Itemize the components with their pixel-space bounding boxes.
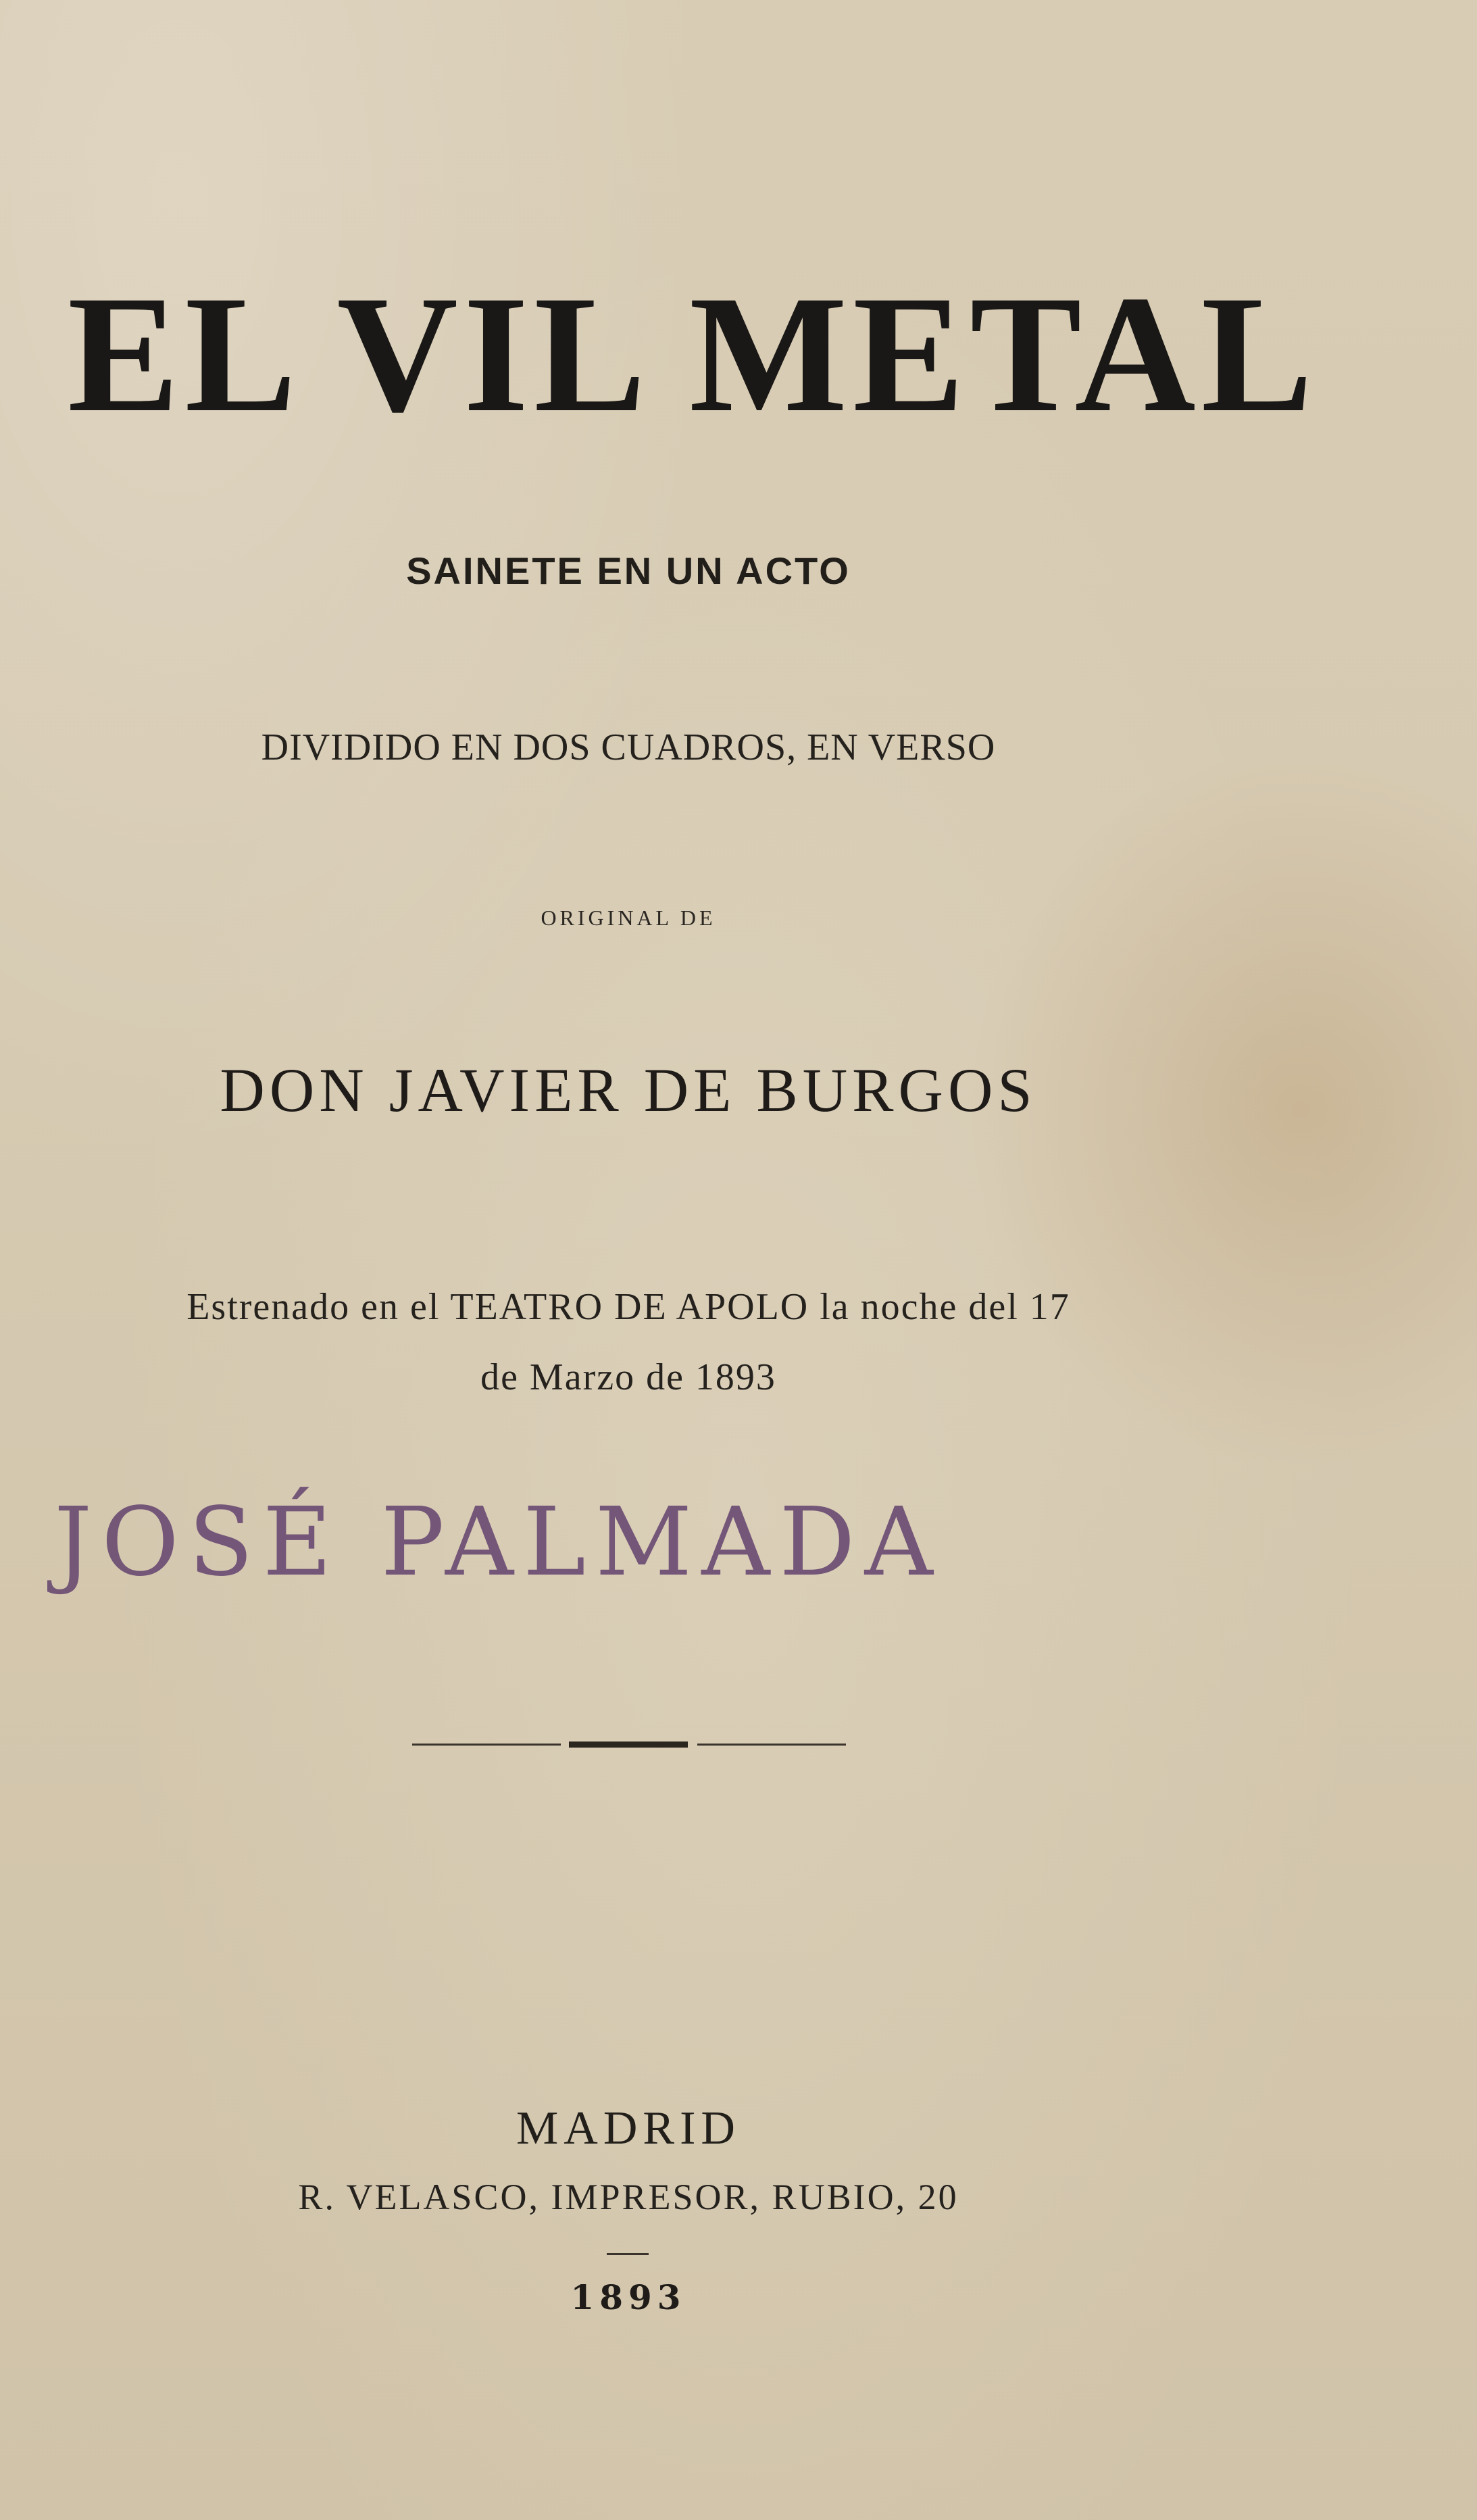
owner-stamp — [47, 1487, 1331, 1608]
premiere-line-2: de Marzo de 1893 — [480, 1356, 776, 1398]
book-title: EL VIL METAL — [68, 261, 1319, 447]
imprint-short-rule — [607, 2253, 649, 2255]
imprint-printer: R. VELASCO, IMPRESOR, RUBIO, 20 — [298, 2177, 959, 2217]
divider-rule-left — [412, 1744, 561, 1746]
original-by-label: ORIGINAL DE — [541, 906, 716, 930]
imprint-city: MADRID — [516, 2102, 741, 2154]
owner-stamp-graphic — [47, 1487, 1331, 1608]
imprint-year: 1893 — [570, 2277, 686, 2317]
divider-rule-center — [569, 1741, 688, 1748]
owner-stamp-text: JOSÉ PALMADA — [54, 1487, 943, 1598]
divider-rule-right — [697, 1744, 846, 1746]
author-name: DON JAVIER DE BURGOS — [220, 1056, 1037, 1125]
genre-subtitle: SAINETE EN UN ACTO — [406, 549, 851, 592]
subtitle-detail: DIVIDIDO EN DOS CUADROS, EN VERSO — [261, 726, 996, 768]
premiere-line-1: Estrenado en el TEATRO DE APOLO la noche del 17 — [186, 1286, 1070, 1328]
